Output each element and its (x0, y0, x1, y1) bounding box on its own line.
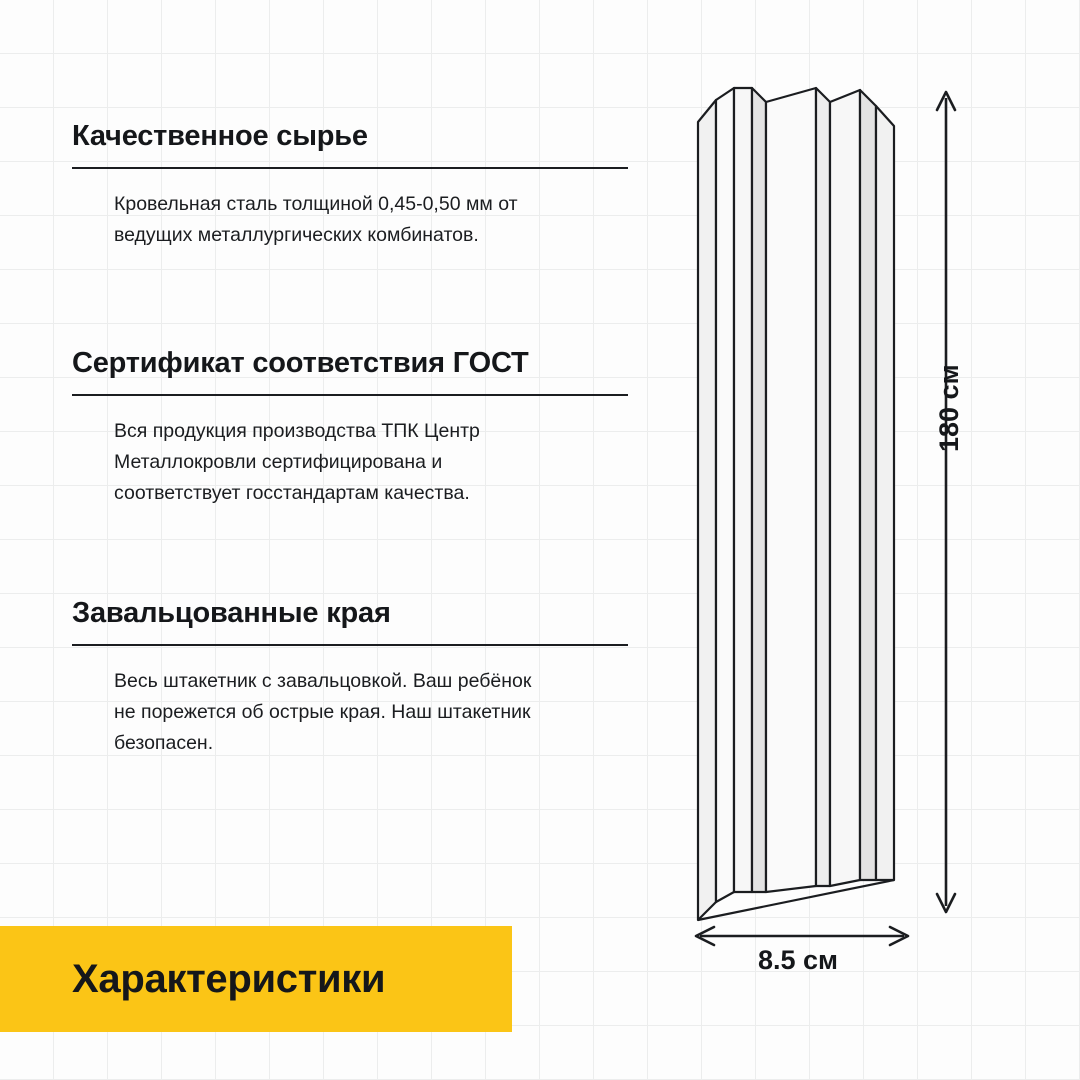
dimension-height-label: 180 см (934, 364, 964, 452)
dimension-width-arrow (696, 927, 908, 945)
feature-divider (72, 167, 628, 169)
picket-rib-1 (752, 88, 766, 892)
feature-title: Качественное сырье (72, 120, 368, 152)
feature-title: Сертификат соответствия ГОСТ (72, 347, 529, 379)
fence-picket-drawing (690, 80, 1020, 960)
feature-block-gost-certificate (72, 347, 642, 509)
feature-title: Завальцованные края (72, 597, 391, 629)
feature-block-rolled-edges (72, 597, 642, 759)
feature-divider (72, 394, 628, 396)
picket-face-2 (830, 90, 860, 886)
feature-block-quality-material (72, 120, 642, 251)
feature-body-text: Весь штакетник с завальцовкой. Ваш ребёнок не порежется об острые края. Наш штакетник безопасен. (114, 670, 532, 754)
picket-left-edge (716, 88, 734, 902)
picket-rib-2 (816, 88, 830, 886)
feature-body (72, 416, 544, 509)
picket-right-flange (876, 106, 894, 880)
feature-list (72, 120, 642, 813)
banner-label: Характеристики (72, 956, 386, 1001)
product-illustration (690, 80, 1020, 965)
feature-body (72, 666, 544, 759)
feature-divider (72, 644, 628, 646)
dimension-height-arrow (937, 92, 955, 912)
feature-body-text: Вся продукция производства ТПК Центр Металлокровли сертифицирована и соответствует госстандартам качества. (114, 420, 480, 504)
picket-face-1 (734, 88, 752, 892)
picket-left-flange (698, 100, 716, 920)
banner-characteristics (0, 926, 512, 1032)
picket-face-center (766, 88, 816, 892)
feature-body (72, 189, 544, 251)
feature-body-text: Кровельная сталь толщиной 0,45-0,50 мм от ведущих металлургических комбинатов. (114, 193, 518, 246)
picket-right-shadow (860, 90, 876, 880)
dimension-width-label: 8.5 см (757, 945, 839, 975)
